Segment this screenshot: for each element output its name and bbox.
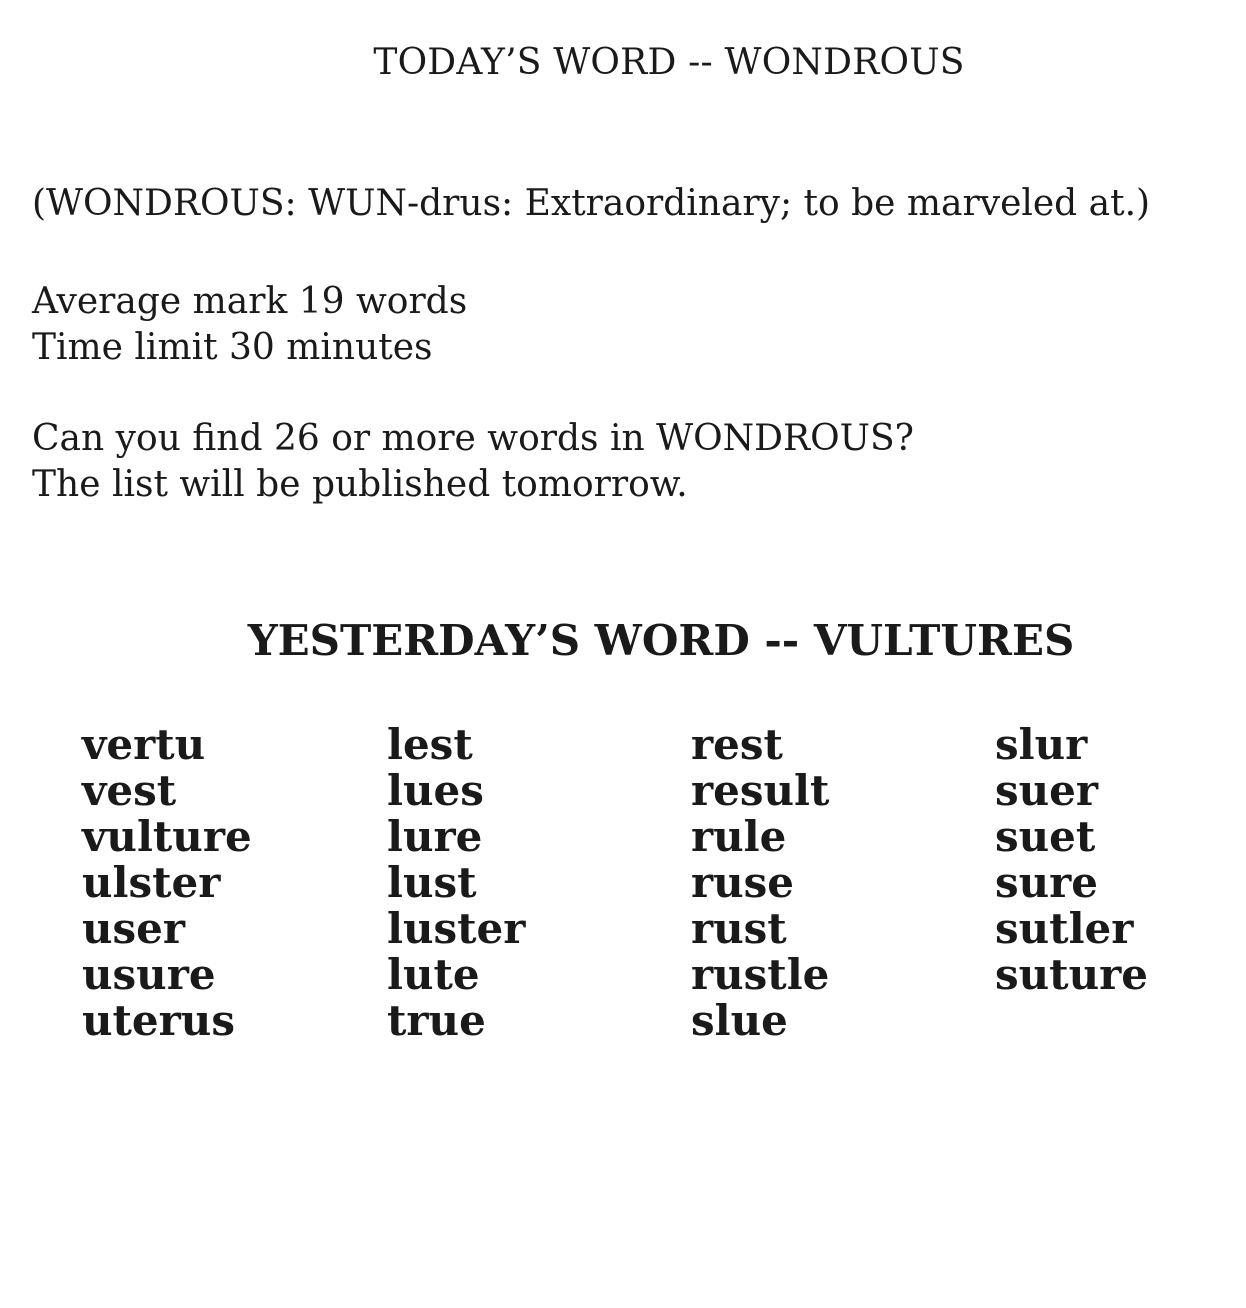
word-item: suet	[995, 812, 1096, 861]
word-item: result	[691, 766, 830, 815]
word-item: luster	[387, 904, 526, 953]
todays-word-title: TODAY’S WORD -- WONDROUS	[373, 42, 965, 83]
word-item: lest	[387, 720, 473, 769]
word-item: uterus	[82, 996, 235, 1045]
challenge-question: Can you find 26 or more words in WONDROUS?	[32, 418, 914, 459]
word-item: sure	[995, 858, 1099, 907]
yesterdays-word-title: YESTERDAY’S WORD -- VULTURES	[247, 616, 1075, 665]
word-item: rest	[691, 720, 783, 769]
word-item: lues	[387, 766, 484, 815]
word-item: rustle	[691, 950, 830, 999]
word-item: lure	[387, 812, 483, 861]
word-item: true	[387, 996, 486, 1045]
word-item: rust	[691, 904, 787, 953]
word-item: vertu	[82, 720, 206, 769]
word-item: vest	[82, 766, 177, 815]
word-item: slur	[995, 720, 1088, 769]
word-item: usure	[82, 950, 216, 999]
word-item: user	[82, 904, 186, 953]
word-item: suer	[995, 766, 1099, 815]
average-mark: Average mark 19 words	[32, 281, 468, 322]
word-column-3	[691, 722, 829, 1044]
word-item: rule	[691, 812, 787, 861]
challenge-text	[32, 416, 914, 508]
time-limit: Time limit 30 minutes	[32, 327, 433, 368]
word-column-4	[995, 722, 1148, 998]
word-item: slue	[691, 996, 788, 1045]
word-item: vulture	[82, 812, 252, 861]
word-definition: (WONDROUS: WUN-drus: Extraordinary; to be marveled at.)	[32, 183, 1151, 224]
puzzle-stats	[32, 279, 467, 371]
word-column-1	[82, 722, 252, 1044]
word-item: ruse	[691, 858, 795, 907]
word-item: lust	[387, 858, 477, 907]
word-item: suture	[995, 950, 1148, 999]
word-column-2	[387, 722, 525, 1044]
word-item: lute	[387, 950, 480, 999]
word-item: sutler	[995, 904, 1134, 953]
publish-note: The list will be published tomorrow.	[32, 464, 688, 505]
word-item: ulster	[82, 858, 221, 907]
